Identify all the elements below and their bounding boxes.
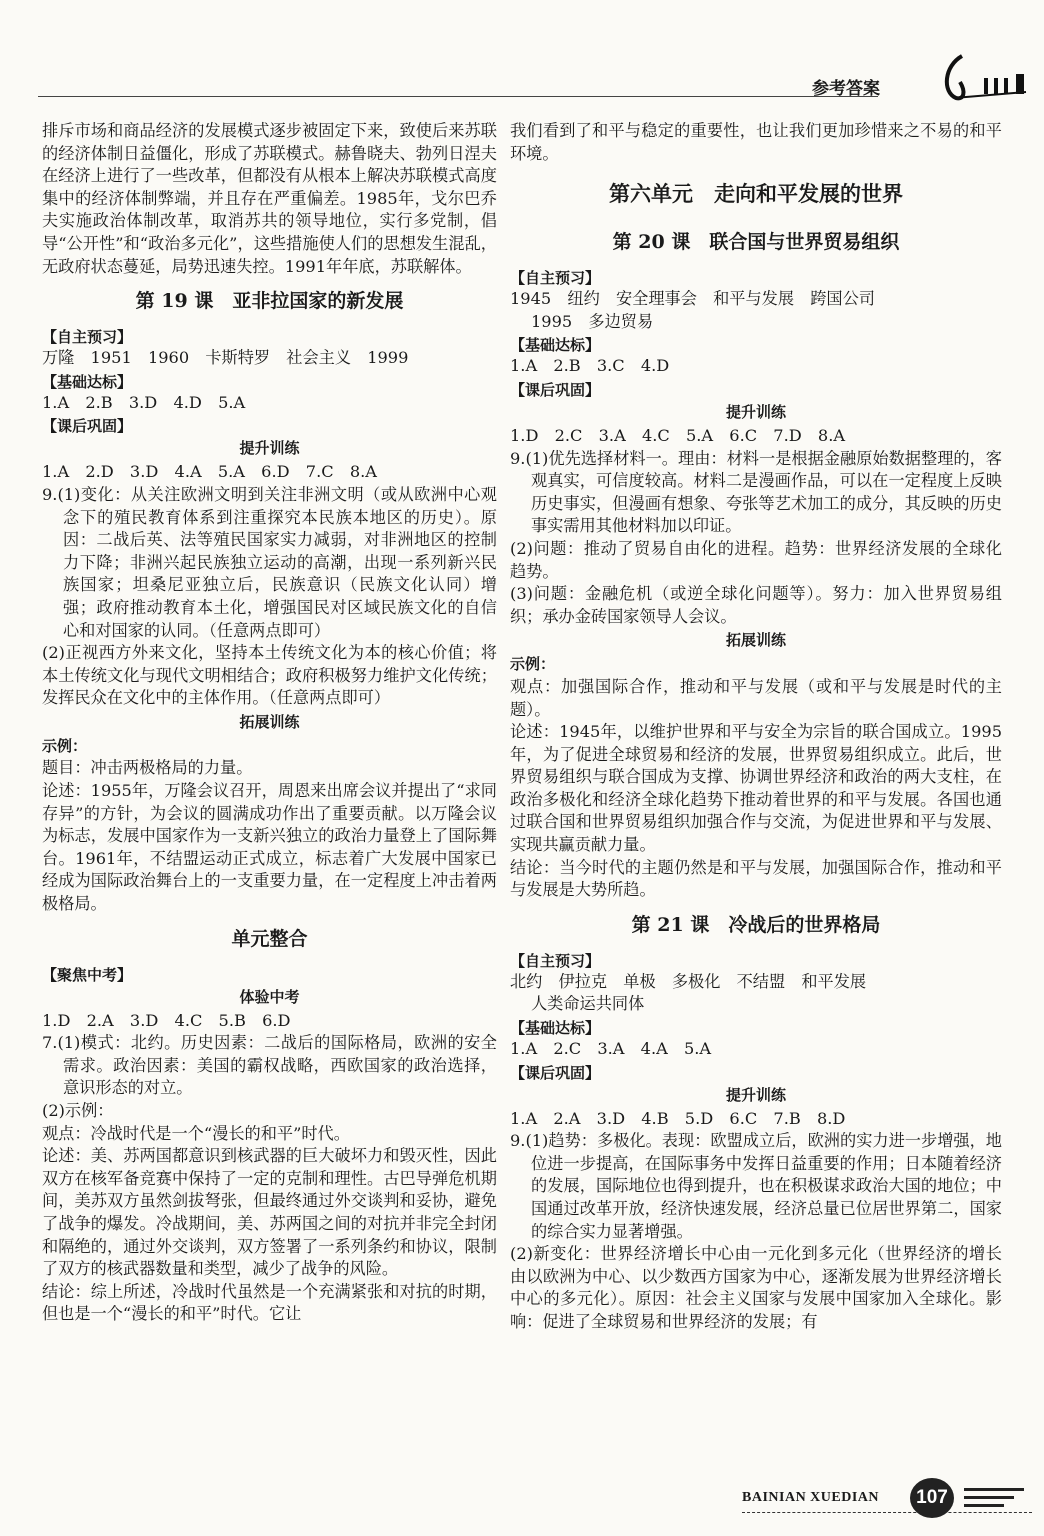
lesson-19-title: 第 19 课 亚非拉国家的新发展: [135, 290, 404, 313]
subheading: 体验中考: [239, 987, 300, 1006]
section-tag: 【基础达标】: [42, 372, 133, 391]
answer-line: 1.D 2.A 3.D 4.C 5.B 6.D: [42, 1010, 291, 1030]
footer-rule: [742, 1512, 1032, 1513]
header-label: 参考答案: [812, 79, 880, 99]
header-rule: [38, 96, 878, 97]
answer-paragraph: 论述：美、苏两国都意识到核武器的巨大破坏力和毁灭性，因此双方在核军备竞赛中保持了一定的克制和理性。古巴导弹危机期间，美苏双方虽然剑拔弩张，但最终通过外交谈判和妥协，避免了战争的爆发。冷战期间，美、苏两国之间的对抗并非完全封闭和隔绝的，通过外交谈判，双方签署了一系列条约和协议，限制了双方的核武器数量和类型，减少了战争的风险。: [42, 1146, 497, 1279]
answer-line: 1995 多边贸易: [531, 311, 654, 331]
example-label: 示例：: [42, 736, 88, 755]
answer-paragraph: 论述：1955年，万隆会议召开，周恩来出席会议并提出了“求同存异”的方针，为会议的圆满成功作出了重要贡献。以万隆会议为标志，发展中国家作为一支新兴独立的政治力量登上了国际舞台。1961年，不结盟运动正式成立，标志着广大发展中国家已经成为国际政治舞台上的一支重要力量，在一定程度上冲击着两极格局。: [42, 781, 497, 914]
answer-paragraph: 观点：加强国际合作，推动和平与发展（或和平与发展是时代的主题）。: [510, 676, 1002, 719]
subheading: 提升训练: [725, 1085, 786, 1104]
answer-paragraph: 结论：综上所述，冷战时代虽然是一个充满紧张和对抗的时期，但也是一个“漫长的和平”时代。它让: [42, 1281, 497, 1324]
answer-paragraph: (2)示例：: [42, 1101, 114, 1120]
section-tag: 【基础达标】: [510, 336, 601, 355]
left-column: [42, 120, 497, 1326]
answer-line: 1.A 2.B 3.D 4.D 5.A: [42, 392, 246, 412]
example-label: 示例：: [510, 655, 556, 674]
answer-paragraph: 9.(1)变化：从关注欧洲文明到关注非洲文明（或从欧洲中心观念下的殖民教育体系到注重探究本民族本地区的历史）。原因：二战后英、法等殖民国家实力减弱，对非洲地区的控制力下降；非洲兴起民族独立运动的高潮，出现一系列新兴民族国家；坦桑尼亚独立后，民族意识（民族文化认同）增强；政府推动教育本土化，增强国民对区域民族文化的自信心和对国家的认同。（任意两点即可）: [42, 484, 497, 640]
footer-bars-icon: [960, 1486, 1030, 1510]
answer-line: 北约 伊拉克 单极 多极化 不结盟 和平发展: [510, 971, 867, 991]
section-tag: 【聚焦中考】: [42, 965, 133, 984]
subheading: 提升训练: [725, 402, 786, 421]
subheading: 提升训练: [239, 439, 300, 458]
lesson-21-title: 第 21 课 冷战后的世界格局: [631, 913, 881, 936]
page-number: 107: [910, 1478, 954, 1518]
subheading: 拓展训练: [239, 712, 300, 731]
answer-paragraph: 7.(1)模式：北约。历史因素：二战后的国际格局，欧洲的安全需求。政治因素：美国的霸权战略，西欧国家的政治选择，意识形态的对立。: [42, 1033, 497, 1098]
answer-paragraph: (3)问题：金融危机（或逆全球化问题等）。努力：加入世界贸易组织；承办金砖国家领导人会议。: [510, 584, 1002, 626]
unit-summary-title: 单元整合: [231, 927, 308, 950]
answer-line: 1945 纽约 安全理事会 和平与发展 跨国公司: [510, 289, 875, 309]
answer-paragraph: 结论：当今时代的主题仍然是和平与发展，加强国际合作，推动和平与发展是大势所趋。: [510, 857, 1002, 900]
answer-line: 万隆 1951 1960 卡斯特罗 社会主义 1999: [42, 348, 409, 368]
subheading: 拓展训练: [725, 631, 786, 650]
section-tag: 【课后巩固】: [510, 380, 601, 399]
calligraphy-roman-three-icon: [934, 52, 1034, 102]
section-tag: 【自主预习】: [510, 951, 601, 970]
answer-line: 1.D 2.C 3.A 4.C 5.A 6.C 7.D 8.A: [510, 425, 846, 445]
answer-line: 1.A 2.D 3.D 4.A 5.A 6.D 7.C 8.A: [42, 462, 377, 482]
intro-paragraph: 排斥市场和商品经济的发展模式逐步被固定下来，致使后来苏联的经济体制日益僵化，形成了苏联模式。赫鲁晓夫、勃列日涅夫在经济上进行了一些改革，但都没有从根本上解决苏联模式高度集中的经济体制弊端，并且存在严重偏差。1985年，戈尔巴乔夫实施政治体制改革，取消苏共的领导地位，实行多党制，倡导“公开性”和“政治多元化”，这些措施使人们的思想发生混乱，无政府状态蔓延，局势迅速失控。1991年年底，苏联解体。: [42, 121, 497, 276]
footer-brand: BAINIAN XUEDIAN: [742, 1490, 880, 1505]
answer-line: 1.A 2.C 3.A 4.A 5.A: [510, 1039, 712, 1059]
section-tag: 【基础达标】: [510, 1019, 601, 1038]
answer-paragraph: 观点：冷战时代是一个“漫长的和平”时代。: [42, 1123, 350, 1143]
answer-paragraph: 论述：1945年，以维护世界和平与安全为宗旨的联合国成立。1995年，为了促进全球贸易和经济的发展，世界贸易组织成立。此后，世界贸易组织与联合国成为支撑、协调世界经济和政治的两大支柱，在政治多极化和经济全球化趋势下推动着世界的和平与发展。各国也通过联合国和世界贸易组织加强合作与交流，为促进世界和平与发展、实现共赢贡献力量。: [510, 722, 1002, 855]
section-tag: 【课后巩固】: [42, 417, 133, 436]
answer-paragraph: 9.(1)优先选择材料一。理由：材料一是根据金融原始数据整理的，客观真实，可信度较高。材料二是漫画作品，可以在一定程度上反映历史事实，但漫画有想象、夸张等艺术加工的成分，其反映的历史事实需用其他材料加以印证。: [510, 448, 1002, 536]
answer-paragraph: 9.(1)趋势：多极化。表现：欧盟成立后，欧洲的实力进一步增强，地位进一步提高，在国际事务中发挥日益重要的作用；日本随着经济的发展，国际地位也得到提升，也在积极谋求政治大国的地位；中国通过改革开放，经济快速发展，经济总量已位居世界第二，国家的综合实力显著增强。: [510, 1131, 1002, 1241]
answer-paragraph: (2)问题：推动了贸易自由化的进程。趋势：世界经济发展的全球化趋势。: [510, 538, 1002, 581]
answer-line: 1.A 2.B 3.C 4.D: [510, 356, 670, 376]
unit-6-title: 第六单元 走向和平发展的世界: [609, 182, 903, 207]
answer-paragraph: (2)新变化：世界经济增长中心由一元化到多元化（世界经济的增长由以欧洲为中心、以少数西方国家为中心，逐渐发展为世界经济增长中心的多元化）。原因：社会主义国家与发展中国家加入全球化。影响：促进了全球贸易和世界经济的发展；有: [510, 1244, 1002, 1331]
lesson-20-title: 第 20 课 联合国与世界贸易组织: [612, 231, 900, 254]
section-tag: 【自主预习】: [510, 269, 601, 288]
section-tag: 【自主预习】: [42, 328, 133, 347]
section-tag: 【课后巩固】: [510, 1063, 601, 1082]
answer-line: 人类命运共同体: [531, 994, 645, 1014]
answer-line: 1.A 2.A 3.D 4.B 5.D 6.C 7.B 8.D: [510, 1108, 846, 1128]
continuation-paragraph: 我们看到了和平与稳定的重要性，也让我们更加珍惜来之不易的和平环境。: [510, 121, 1002, 163]
right-column: [510, 120, 1002, 1334]
answer-paragraph: (2)正视西方外来文化，坚持本土传统文化为本的核心价值；将本土传统文化与现代文明相结合；政府积极努力维护文化传统；发挥民众在文化中的主体作用。（任意两点即可）: [42, 643, 497, 708]
answer-paragraph: 题目：冲击两极格局的力量。: [42, 758, 253, 778]
